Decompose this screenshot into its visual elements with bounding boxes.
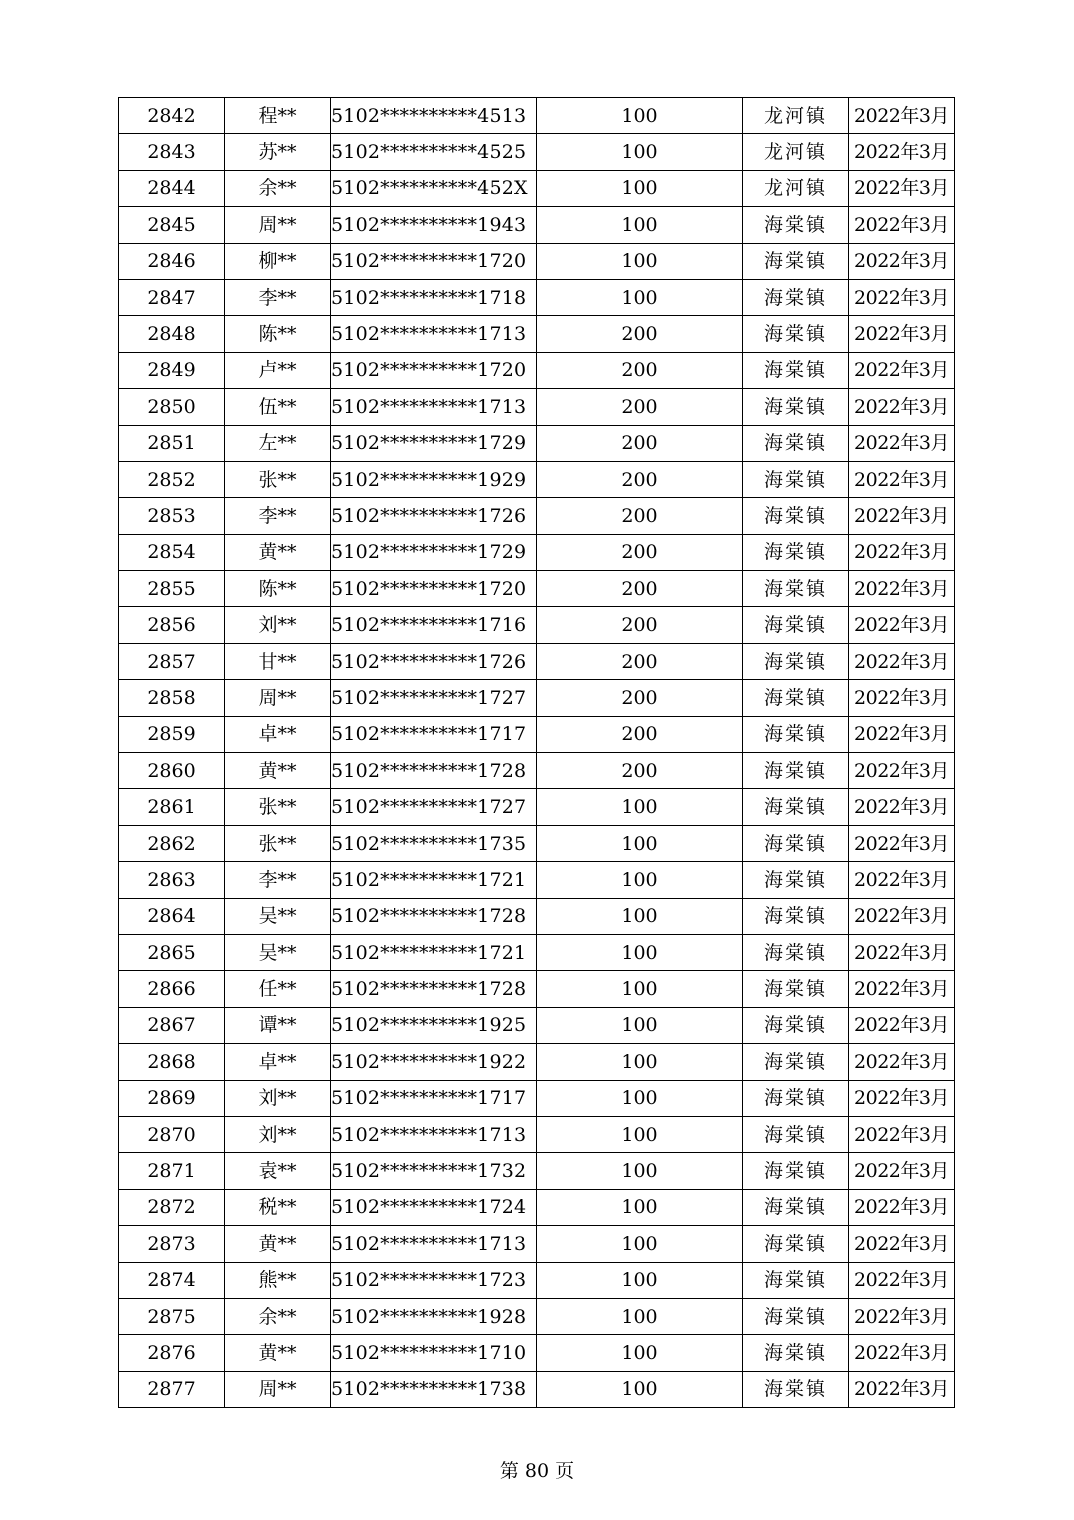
amount-cell: 200 (537, 461, 743, 497)
amount-cell: 100 (537, 1189, 743, 1225)
date-cell: 2022年3月 (849, 1335, 955, 1371)
table-row (119, 716, 955, 752)
town-cell: 海棠镇 (743, 1298, 849, 1334)
date-cell: 2022年3月 (849, 1080, 955, 1116)
id-number-cell: 5102**********1735 (331, 825, 537, 861)
table-row (119, 207, 955, 243)
id-number-cell: 5102**********1738 (331, 1371, 537, 1407)
name-cell: 程** (225, 98, 331, 134)
table-row (119, 1007, 955, 1043)
amount-cell: 100 (537, 1226, 743, 1262)
amount-cell: 100 (537, 1335, 743, 1371)
name-cell: 张** (225, 825, 331, 861)
name-cell: 余** (225, 1298, 331, 1334)
roster-table-body (119, 98, 955, 1408)
town-cell: 海棠镇 (743, 971, 849, 1007)
town-cell: 海棠镇 (743, 1007, 849, 1043)
name-cell: 左** (225, 425, 331, 461)
row-number-cell: 2854 (119, 534, 225, 570)
name-cell: 周** (225, 680, 331, 716)
town-cell: 海棠镇 (743, 1080, 849, 1116)
row-number-cell: 2856 (119, 607, 225, 643)
town-cell: 海棠镇 (743, 680, 849, 716)
date-cell: 2022年3月 (849, 1153, 955, 1189)
id-number-cell: 5102**********1724 (331, 1189, 537, 1225)
town-cell: 海棠镇 (743, 934, 849, 970)
name-cell: 吴** (225, 898, 331, 934)
town-cell: 海棠镇 (743, 1226, 849, 1262)
name-cell: 黄** (225, 1226, 331, 1262)
id-number-cell: 5102**********1710 (331, 1335, 537, 1371)
town-cell: 海棠镇 (743, 352, 849, 388)
name-cell: 黄** (225, 753, 331, 789)
town-cell: 海棠镇 (743, 1335, 849, 1371)
town-cell: 龙河镇 (743, 170, 849, 206)
date-cell: 2022年3月 (849, 571, 955, 607)
date-cell: 2022年3月 (849, 170, 955, 206)
date-cell: 2022年3月 (849, 825, 955, 861)
name-cell: 柳** (225, 243, 331, 279)
id-number-cell: 5102**********1720 (331, 243, 537, 279)
id-number-cell: 5102**********1928 (331, 1298, 537, 1334)
amount-cell: 200 (537, 607, 743, 643)
town-cell: 海棠镇 (743, 607, 849, 643)
id-number-cell: 5102**********1713 (331, 389, 537, 425)
name-cell: 谭** (225, 1007, 331, 1043)
amount-cell: 200 (537, 498, 743, 534)
table-row (119, 1116, 955, 1152)
amount-cell: 200 (537, 389, 743, 425)
row-number-cell: 2862 (119, 825, 225, 861)
amount-cell: 100 (537, 170, 743, 206)
date-cell: 2022年3月 (849, 898, 955, 934)
amount-cell: 100 (537, 279, 743, 315)
name-cell: 刘** (225, 1080, 331, 1116)
amount-cell: 200 (537, 425, 743, 461)
date-cell: 2022年3月 (849, 134, 955, 170)
town-cell: 海棠镇 (743, 279, 849, 315)
id-number-cell: 5102**********1925 (331, 1007, 537, 1043)
id-number-cell: 5102**********1728 (331, 898, 537, 934)
town-cell: 海棠镇 (743, 1189, 849, 1225)
amount-cell: 100 (537, 1044, 743, 1080)
row-number-cell: 2849 (119, 352, 225, 388)
table-row (119, 389, 955, 425)
table-row (119, 1335, 955, 1371)
row-number-cell: 2842 (119, 98, 225, 134)
row-number-cell: 2869 (119, 1080, 225, 1116)
id-number-cell: 5102**********1721 (331, 862, 537, 898)
name-cell: 袁** (225, 1153, 331, 1189)
table-row (119, 934, 955, 970)
name-cell: 卢** (225, 352, 331, 388)
table-row (119, 534, 955, 570)
name-cell: 李** (225, 498, 331, 534)
table-row (119, 1153, 955, 1189)
name-cell: 张** (225, 789, 331, 825)
amount-cell: 200 (537, 716, 743, 752)
date-cell: 2022年3月 (849, 1371, 955, 1407)
name-cell: 陈** (225, 316, 331, 352)
amount-cell: 100 (537, 243, 743, 279)
date-cell: 2022年3月 (849, 680, 955, 716)
date-cell: 2022年3月 (849, 1298, 955, 1334)
name-cell: 税** (225, 1189, 331, 1225)
row-number-cell: 2848 (119, 316, 225, 352)
table-row (119, 1262, 955, 1298)
amount-cell: 100 (537, 1262, 743, 1298)
date-cell: 2022年3月 (849, 316, 955, 352)
date-cell: 2022年3月 (849, 243, 955, 279)
id-number-cell: 5102**********1922 (331, 1044, 537, 1080)
name-cell: 陈** (225, 571, 331, 607)
table-row (119, 1371, 955, 1407)
amount-cell: 200 (537, 643, 743, 679)
date-cell: 2022年3月 (849, 498, 955, 534)
table-row (119, 498, 955, 534)
id-number-cell: 5102**********4525 (331, 134, 537, 170)
town-cell: 海棠镇 (743, 1044, 849, 1080)
id-number-cell: 5102**********1726 (331, 498, 537, 534)
town-cell: 海棠镇 (743, 425, 849, 461)
id-number-cell: 5102**********1713 (331, 316, 537, 352)
date-cell: 2022年3月 (849, 461, 955, 497)
name-cell: 刘** (225, 1116, 331, 1152)
table-row (119, 461, 955, 497)
amount-cell: 100 (537, 789, 743, 825)
date-cell: 2022年3月 (849, 753, 955, 789)
amount-cell: 200 (537, 534, 743, 570)
amount-cell: 100 (537, 825, 743, 861)
id-number-cell: 5102**********1729 (331, 534, 537, 570)
table-row (119, 753, 955, 789)
amount-cell: 200 (537, 680, 743, 716)
date-cell: 2022年3月 (849, 1226, 955, 1262)
date-cell: 2022年3月 (849, 607, 955, 643)
date-cell: 2022年3月 (849, 279, 955, 315)
amount-cell: 100 (537, 1298, 743, 1334)
row-number-cell: 2866 (119, 971, 225, 1007)
amount-cell: 100 (537, 134, 743, 170)
table-row (119, 352, 955, 388)
town-cell: 海棠镇 (743, 825, 849, 861)
amount-cell: 100 (537, 862, 743, 898)
name-cell: 周** (225, 207, 331, 243)
id-number-cell: 5102**********1720 (331, 352, 537, 388)
amount-cell: 100 (537, 1007, 743, 1043)
town-cell: 海棠镇 (743, 898, 849, 934)
table-row (119, 316, 955, 352)
table-row (119, 862, 955, 898)
town-cell: 海棠镇 (743, 1153, 849, 1189)
amount-cell: 100 (537, 1153, 743, 1189)
name-cell: 吴** (225, 934, 331, 970)
table-row (119, 1189, 955, 1225)
date-cell: 2022年3月 (849, 534, 955, 570)
table-row (119, 279, 955, 315)
row-number-cell: 2874 (119, 1262, 225, 1298)
name-cell: 伍** (225, 389, 331, 425)
row-number-cell: 2851 (119, 425, 225, 461)
id-number-cell: 5102**********1717 (331, 716, 537, 752)
table-row (119, 607, 955, 643)
table-row (119, 134, 955, 170)
id-number-cell: 5102**********452X (331, 170, 537, 206)
id-number-cell: 5102**********1713 (331, 1116, 537, 1152)
table-row (119, 98, 955, 134)
row-number-cell: 2858 (119, 680, 225, 716)
name-cell: 黄** (225, 1335, 331, 1371)
row-number-cell: 2847 (119, 279, 225, 315)
row-number-cell: 2873 (119, 1226, 225, 1262)
row-number-cell: 2861 (119, 789, 225, 825)
date-cell: 2022年3月 (849, 1189, 955, 1225)
town-cell: 龙河镇 (743, 98, 849, 134)
amount-cell: 200 (537, 571, 743, 607)
name-cell: 任** (225, 971, 331, 1007)
id-number-cell: 5102**********1713 (331, 1226, 537, 1262)
id-number-cell: 5102**********1727 (331, 789, 537, 825)
table-row (119, 571, 955, 607)
amount-cell: 100 (537, 98, 743, 134)
row-number-cell: 2852 (119, 461, 225, 497)
town-cell: 海棠镇 (743, 389, 849, 425)
name-cell: 甘** (225, 643, 331, 679)
amount-cell: 200 (537, 316, 743, 352)
town-cell: 海棠镇 (743, 1116, 849, 1152)
town-cell: 海棠镇 (743, 534, 849, 570)
name-cell: 李** (225, 279, 331, 315)
table-row (119, 789, 955, 825)
row-number-cell: 2860 (119, 753, 225, 789)
id-number-cell: 5102**********1723 (331, 1262, 537, 1298)
name-cell: 周** (225, 1371, 331, 1407)
amount-cell: 100 (537, 1080, 743, 1116)
row-number-cell: 2850 (119, 389, 225, 425)
table-row (119, 243, 955, 279)
row-number-cell: 2843 (119, 134, 225, 170)
town-cell: 海棠镇 (743, 316, 849, 352)
amount-cell: 100 (537, 207, 743, 243)
id-number-cell: 5102**********4513 (331, 98, 537, 134)
name-cell: 刘** (225, 607, 331, 643)
table-row (119, 1226, 955, 1262)
row-number-cell: 2877 (119, 1371, 225, 1407)
table-row (119, 680, 955, 716)
amount-cell: 100 (537, 934, 743, 970)
id-number-cell: 5102**********1729 (331, 425, 537, 461)
date-cell: 2022年3月 (849, 643, 955, 679)
name-cell: 黄** (225, 534, 331, 570)
table-row (119, 1080, 955, 1116)
id-number-cell: 5102**********1728 (331, 753, 537, 789)
date-cell: 2022年3月 (849, 1262, 955, 1298)
name-cell: 余** (225, 170, 331, 206)
date-cell: 2022年3月 (849, 98, 955, 134)
town-cell: 海棠镇 (743, 571, 849, 607)
town-cell: 海棠镇 (743, 643, 849, 679)
table-row (119, 425, 955, 461)
town-cell: 海棠镇 (743, 207, 849, 243)
date-cell: 2022年3月 (849, 789, 955, 825)
town-cell: 海棠镇 (743, 789, 849, 825)
town-cell: 海棠镇 (743, 753, 849, 789)
date-cell: 2022年3月 (849, 971, 955, 1007)
table-row (119, 825, 955, 861)
id-number-cell: 5102**********1717 (331, 1080, 537, 1116)
date-cell: 2022年3月 (849, 389, 955, 425)
payment-roster-table (118, 97, 955, 1408)
id-number-cell: 5102**********1726 (331, 643, 537, 679)
table-row (119, 1044, 955, 1080)
date-cell: 2022年3月 (849, 934, 955, 970)
row-number-cell: 2875 (119, 1298, 225, 1334)
table-row (119, 898, 955, 934)
name-cell: 李** (225, 862, 331, 898)
town-cell: 海棠镇 (743, 461, 849, 497)
name-cell: 卓** (225, 1044, 331, 1080)
row-number-cell: 2857 (119, 643, 225, 679)
row-number-cell: 2872 (119, 1189, 225, 1225)
town-cell: 海棠镇 (743, 862, 849, 898)
amount-cell: 200 (537, 352, 743, 388)
amount-cell: 100 (537, 898, 743, 934)
name-cell: 熊** (225, 1262, 331, 1298)
id-number-cell: 5102**********1727 (331, 680, 537, 716)
row-number-cell: 2876 (119, 1335, 225, 1371)
town-cell: 海棠镇 (743, 498, 849, 534)
row-number-cell: 2844 (119, 170, 225, 206)
id-number-cell: 5102**********1929 (331, 461, 537, 497)
row-number-cell: 2871 (119, 1153, 225, 1189)
town-cell: 海棠镇 (743, 716, 849, 752)
date-cell: 2022年3月 (849, 207, 955, 243)
row-number-cell: 2868 (119, 1044, 225, 1080)
row-number-cell: 2864 (119, 898, 225, 934)
name-cell: 张** (225, 461, 331, 497)
row-number-cell: 2853 (119, 498, 225, 534)
row-number-cell: 2863 (119, 862, 225, 898)
date-cell: 2022年3月 (849, 352, 955, 388)
town-cell: 海棠镇 (743, 1262, 849, 1298)
town-cell: 海棠镇 (743, 243, 849, 279)
amount-cell: 100 (537, 1371, 743, 1407)
row-number-cell: 2845 (119, 207, 225, 243)
table-row (119, 643, 955, 679)
row-number-cell: 2855 (119, 571, 225, 607)
date-cell: 2022年3月 (849, 1007, 955, 1043)
page-number: 第 80 页 (499, 1460, 575, 1482)
table-row (119, 1298, 955, 1334)
date-cell: 2022年3月 (849, 1044, 955, 1080)
id-number-cell: 5102**********1720 (331, 571, 537, 607)
date-cell: 2022年3月 (849, 425, 955, 461)
table-row (119, 971, 955, 1007)
id-number-cell: 5102**********1943 (331, 207, 537, 243)
id-number-cell: 5102**********1718 (331, 279, 537, 315)
town-cell: 海棠镇 (743, 1371, 849, 1407)
id-number-cell: 5102**********1721 (331, 934, 537, 970)
id-number-cell: 5102**********1732 (331, 1153, 537, 1189)
row-number-cell: 2867 (119, 1007, 225, 1043)
name-cell: 卓** (225, 716, 331, 752)
amount-cell: 100 (537, 1116, 743, 1152)
name-cell: 苏** (225, 134, 331, 170)
id-number-cell: 5102**********1728 (331, 971, 537, 1007)
id-number-cell: 5102**********1716 (331, 607, 537, 643)
town-cell: 龙河镇 (743, 134, 849, 170)
date-cell: 2022年3月 (849, 862, 955, 898)
date-cell: 2022年3月 (849, 716, 955, 752)
row-number-cell: 2846 (119, 243, 225, 279)
amount-cell: 100 (537, 971, 743, 1007)
amount-cell: 200 (537, 753, 743, 789)
table-row (119, 170, 955, 206)
date-cell: 2022年3月 (849, 1116, 955, 1152)
row-number-cell: 2870 (119, 1116, 225, 1152)
row-number-cell: 2859 (119, 716, 225, 752)
row-number-cell: 2865 (119, 934, 225, 970)
